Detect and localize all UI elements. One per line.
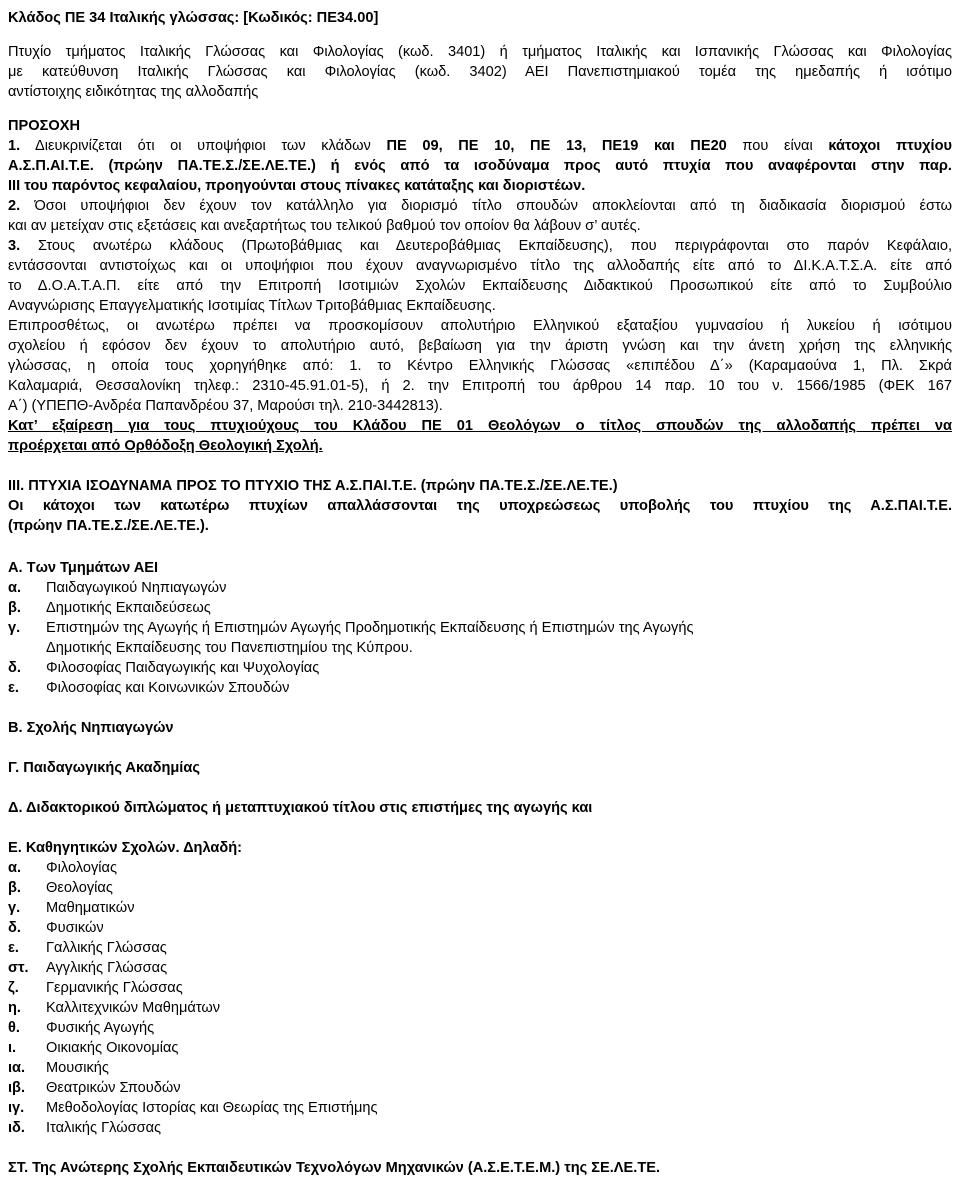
group-e-item-text: Φιλολογίας [46, 860, 118, 876]
group-e-item [8, 938, 952, 958]
additional-line-5: Α΄) (ΥΠΕΠΘ-Ανδρέα Παπανδρέου 37, Μαρούσι τηλ. 210-3442813). [8, 398, 443, 414]
group-e-item-text: Θεολογίας [46, 880, 113, 896]
group-e-item-text: Γαλλικής Γλώσσας [46, 940, 167, 956]
group-a-item-c-continuation: Δημοτικής Εκπαίδευσης του Πανεπιστημίου της Κύπρου. [46, 640, 413, 656]
attention-point-2-line-2: και αν μετείχαν στις εξετάσεις και ανεξαρτήτως του τελικού βαθμού τον οποίον θα λάβουν σ’ αυτές. [8, 218, 641, 234]
group-a-item: β. Δημοτικής Εκπαιδεύσεως [8, 600, 211, 616]
section-heading: Κλάδος ΠΕ 34 Ιταλικής γλώσσας: [Κωδικός: ΠΕ34.00] [8, 10, 379, 26]
exception-line-1: Κατ’ εξαίρεση για τους πτυχιούχους του Κλάδου ΠΕ 01 Θεολόγων ο τίτλος σπουδών της αλλοδαπής πρέπει να [8, 418, 952, 434]
group-e-item-label: η. [8, 1000, 21, 1016]
attention-point-3-line-2: εντάσσονται αντιστοίχως και οι υποψήφιοι που έχουν αναγνωρισμένο τίτλο της αλλοδαπής είτε από το ΔΙ.Κ.Α.Τ.Σ.Α. είτε από [8, 258, 952, 274]
attention-title: ΠΡΟΣΟΧΗ [8, 118, 81, 134]
group-e-item-text: Καλλιτεχνικών Μαθημάτων [46, 1000, 221, 1016]
group-e-item-label: θ. [8, 1020, 20, 1036]
group-e-item [8, 1058, 952, 1078]
section-iii-line-1: Οι κάτοχοι των κατωτέρω πτυχίων απαλλάσσονται της υποχρεώσεως υποβολής του πτυχίου της Α.Σ.ΠΑΙ.Τ.Ε. [8, 498, 952, 514]
group-e-item-text: Γερμανικής Γλώσσας [46, 980, 183, 996]
group-e-item-label: α. [8, 860, 22, 876]
group-e-title: Ε. Καθηγητικών Σχολών. Δηλαδή: [8, 840, 243, 856]
group-e-item-text: Φυσικών [46, 920, 104, 936]
additional-line-3: γλώσσας, η οποία τους χορηγήθηκε από: 1. το Κέντρο Ελληνικής Γλώσσας «επιπέδου Δ΄» (Καραμαούνα 1, Πλ. Σκρά [8, 358, 952, 374]
group-e-item-label: ιδ. [8, 1120, 25, 1136]
additional-line-4: Καλαμαριά, Θεσσαλονίκη τηλεφ.: 2310-45.91.01-5), ή 2. την Επιτροπή του άρθρου 14 παρ. 10 του ν. 1566/1985 (ΦΕΚ 167 [8, 378, 952, 394]
group-e-item-text: Αγγλικής Γλώσσας [46, 960, 168, 976]
group-e-list [8, 858, 952, 1138]
group-e-item-label: ια. [8, 1060, 26, 1076]
group-e-item [8, 1038, 952, 1058]
group-e-item [8, 978, 952, 998]
group-d-title: Δ. Διδακτορικού διπλώματος ή μεταπτυχιακού τίτλου στις επιστήμες της αγωγής και [8, 800, 593, 816]
group-e-item-text: Μεθοδολογίας Ιστορίας και Θεωρίας της Επιστήμης [46, 1100, 378, 1116]
group-a-item: δ. Φιλοσοφίας Παιδαγωγικής και Ψυχολογίας [8, 660, 320, 676]
group-a-item: γ. Επιστημών της Αγωγής ή Επιστημών Αγωγής Προδημοτικής Εκπαίδευσης ή Επιστημών της Αγωγής [8, 620, 694, 636]
group-a-item: ε. Φιλοσοφίας και Κοινωνικών Σπουδών [8, 680, 290, 696]
group-e-item [8, 1118, 952, 1138]
group-e-item [8, 998, 952, 1018]
group-st-title: ΣΤ. Της Ανώτερης Σχολής Εκπαιδευτικών Τεχνολόγων Μηχανικών (Α.Σ.Ε.Τ.Ε.Μ.) της ΣΕ.ΛΕ.ΤΕ. [8, 1160, 661, 1176]
group-e-item [8, 1078, 952, 1098]
group-e-item-label: β. [8, 880, 21, 896]
group-e-item-text: Φυσικής Αγωγής [46, 1020, 155, 1036]
additional-line-2: σχολείου ή εφόσον δεν έχουν το απολυτήριο αυτό, βεβαίωση για την άριστη γνώση και την άνετη χρήση της ελληνικής [8, 338, 952, 354]
attention-point-1-number: 1. [8, 138, 21, 154]
group-e-item [8, 898, 952, 918]
attention-point-1-line-2: Α.Σ.Π.ΑΙ.Τ.Ε. (πρώην ΠΑ.ΤΕ.Σ./ΣΕ.ΛΕ.ΤΕ.) ή ενός από τα ισοδύναμα προς αυτό πτυχία που αναφέρονται στην παρ. [8, 158, 952, 174]
group-e-item-text: Θεατρικών Σπουδών [46, 1080, 181, 1096]
exception-line-2: προέρχεται από Ορθόδοξη Θεολογική Σχολή. [8, 438, 323, 454]
group-e-item-label: ε. [8, 940, 19, 956]
degree-intro-line-1: Πτυχίο τμήματος Ιταλικής Γλώσσας και Φιλολογίας (κωδ. 3401) ή τμήματος Ιταλικής και Ισπανικής Γλώσσας και Φιλολογίας [8, 44, 952, 60]
group-e-item-label: γ. [8, 900, 21, 916]
group-e-item [8, 1098, 952, 1118]
section-iii-title: ΙΙΙ. ΠΤΥΧΙΑ ΙΣΟΔΥΝΑΜΑ ΠΡΟΣ ΤΟ ΠΤΥΧΙΟ ΤΗΣ Α.Σ.ΠΑΙ.Τ.Ε. (πρώην ΠΑ.ΤΕ.Σ./ΣΕ.ΛΕ.ΤΕ.) [8, 478, 618, 494]
group-e-item-text: Μαθηματικών [46, 900, 135, 916]
degree-intro-line-2: με κατεύθυνση Ιταλικής Γλώσσας και Φιλολογίας (κωδ. 3402) ΑΕΙ Πανεπιστημιακού τομέα της ημεδαπής ή ισότιμο [8, 64, 952, 80]
attention-point-3-line-3: το Δ.Ο.Α.Τ.Α.Π. είτε από την Επιτροπή Ισοτιμιών Σχολών Εκπαίδευσης Διδακτικού Προσωπικού είτε από το Συμβούλιο [8, 278, 952, 294]
group-e-item-label: ιγ. [8, 1100, 25, 1116]
group-e-item-label: δ. [8, 920, 21, 936]
group-e-item-label: ιβ. [8, 1080, 26, 1096]
group-c-title: Γ. Παιδαγωγικής Ακαδημίας [8, 760, 200, 776]
group-e-item-label: ι. [8, 1040, 17, 1056]
group-a-item: α. Παιδαγωγικού Νηπιαγωγών [8, 580, 227, 596]
group-e-item-text: Οικιακής Οικονομίας [46, 1040, 179, 1056]
group-e-item-label: ζ. [8, 980, 19, 996]
group-b-title: Β. Σχολής Νηπιαγωγών [8, 720, 174, 736]
group-e-item-label: στ. [8, 960, 29, 976]
attention-point-1-line-1: 1. Διευκρινίζεται ότι οι υποψήφιοι των κλάδων ΠΕ 09, ΠΕ 10, ΠΕ 13, ΠΕ19 και ΠΕ20 που είναι κάτοχοι πτυχίου [8, 138, 953, 154]
additional-line-1: Επιπροσθέτως, οι ανωτέρω πρέπει να προσκομίσουν απολυτήριο Ελληνικού εξαταξίου γυμνασίου ή λυκείου ή ισότιμου [8, 318, 952, 334]
degree-intro-line-3: αντίστοιχης ειδικότητας της αλλοδαπής [8, 84, 259, 100]
section-iii-line-2: (πρώην ΠΑ.ΤΕ.Σ./ΣΕ.ΛΕ.ΤΕ.). [8, 518, 209, 534]
group-e-item [8, 958, 952, 978]
attention-point-2-line-1: 2. Όσοι υποψήφιοι δεν έχουν τον κατάλληλο για διορισμό τίτλο σπουδών αποκλείονται από τη διαδικασία διορισμού έστω [8, 198, 952, 214]
attention-point-3-line-1: 3. Στους ανωτέρω κλάδους (Πρωτοβάθμιας και Δευτεροβάθμιας Εκπαίδευσης), που περιγράφονται στο παρόν Κεφάλαιο, [8, 238, 952, 254]
group-e-item [8, 918, 952, 938]
attention-point-3-line-4: Αναγνώρισης Επαγγελματικής Ισοτιμίας Τίτλων Τριτοβάθμιας Εκπαίδευσης. [8, 298, 496, 314]
group-e-item [8, 858, 952, 878]
group-a-title: Α. Των Τμημάτων ΑΕΙ [8, 560, 159, 576]
group-e-item [8, 878, 952, 898]
group-e-item-text: Μουσικής [46, 1060, 109, 1076]
group-e-item-text: Ιταλικής Γλώσσας [46, 1120, 162, 1136]
group-e-item [8, 1018, 952, 1038]
attention-point-1-line-3: ΙΙΙ του παρόντος κεφαλαίου, προηγούνται στους πίνακες κατάταξης και διοριστέων. [8, 178, 586, 194]
